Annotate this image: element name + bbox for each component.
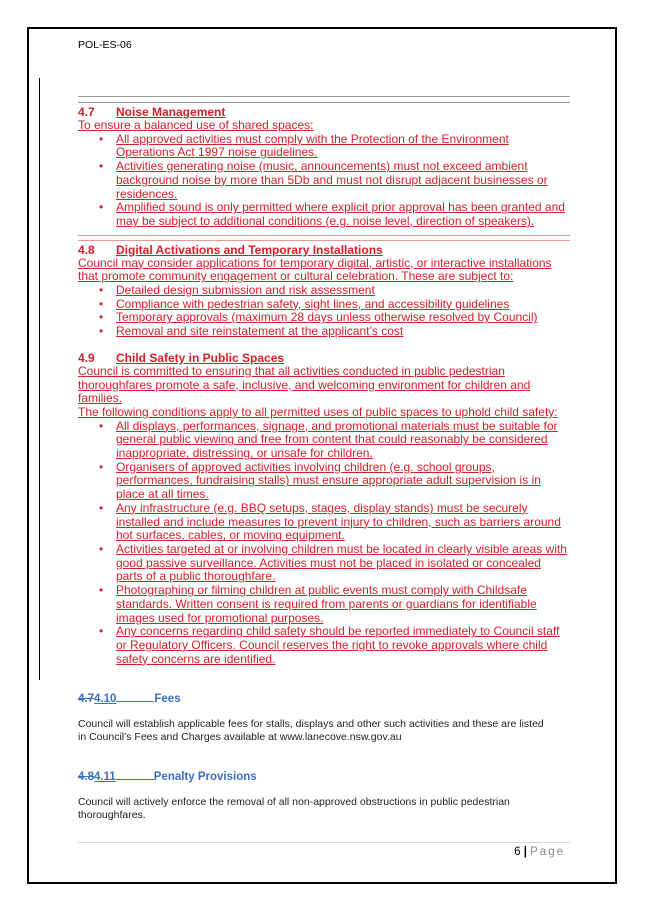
list-item: • Photographing or filming children at public events must comply with Childsafe standards. Written consent is required from parents or guardians for identifiable images used for promotional purposes. [116, 584, 570, 625]
list-item: • Organisers of approved activities involving children (e.g. school groups, performances, fundraising stalls) must ensure appropriate adult supervision is in place at all times. [116, 461, 570, 502]
section-heading-4-8: 4.8 Digital Activations and Temporary Installations [78, 242, 383, 257]
section-divider [78, 96, 570, 103]
section-intro: Council may consider applications for temporary digital, artistic, or interactive installations that promote community engagement or cultural celebration. These are subject to: [78, 255, 552, 284]
section-heading-4-7: 4.7 Noise Management [78, 105, 226, 119]
list-item: • Detailed design submission and risk assessment [116, 284, 570, 298]
document-id: POL-ES-06 [78, 39, 132, 51]
section-heading-penalty: 4.84.11 Penalty Provisions [78, 771, 257, 784]
section-intro: To ensure a balanced use of shared spaces: [78, 118, 314, 132]
footer-divider [78, 842, 570, 843]
section-divider [78, 235, 570, 241]
list-item: • Any concerns regarding child safety should be reported immediately to Council staff or Regulatory Officers. Council reserves the right to revoke approvals where child safety concerns are identified. [116, 625, 570, 666]
section-intro: Council is committed to ensuring that all activities conducted in public pedestrian thoroughfares promote a safe, inclusive, and welcoming environment for children and families. [78, 363, 531, 406]
change-bar [39, 78, 40, 680]
section-heading-fees: 4.74.10 Fees [78, 693, 181, 706]
bullet-list-digital [78, 284, 570, 339]
list-item: • All approved activities must comply with the Protection of the Environment Operations Act 1997 noise guidelines. [116, 133, 570, 160]
bullet-list-noise [78, 133, 570, 229]
list-item: • Any infrastructure (e.g. BBQ setups, stages, display stands) must be securely installed and include measures to prevent injury to children, such as barriers around hot surfaces, cables, or moving equipment. [116, 502, 570, 543]
bullet-list-child-safety [78, 420, 570, 667]
section-intro-2: The following conditions apply to all permitted uses of public spaces to uphold child safety: [78, 404, 558, 419]
page-content [78, 96, 570, 821]
list-item: • Activities generating noise (music, announcements) must not exceed ambient background noise by more than 5Db and must not disrupt adjacent businesses or residences. [116, 160, 570, 201]
page-number: 6 | Page [514, 846, 565, 858]
fees-body: Council will establish applicable fees for stalls, displays and other such activities and these are listed in Council’s Fees and Charges available at www.lanecove.nsw.gov.au [78, 718, 544, 743]
section-heading-4-9: 4.9 Child Safety in Public Spaces [78, 350, 285, 365]
list-item: • Compliance with pedestrian safety, sight lines, and accessibility guidelines [116, 298, 570, 312]
list-item: • Removal and site reinstatement at the applicant’s cost [116, 325, 570, 339]
list-item: • Amplified sound is only permitted where explicit prior approval has been granted and may be subject to additional conditions (e.g. noise level, direction of speakers). [116, 201, 570, 228]
list-item: • All displays, performances, signage, and promotional materials must be suitable for general public viewing and free from content that could reasonably be considered inappropriate, distressing, or unsafe for children. [116, 420, 570, 461]
list-item: • Temporary approvals (maximum 28 days unless otherwise resolved by Council) [116, 311, 570, 325]
list-item: • Activities targeted at or involving children must be located in clearly visible areas with good passive surveillance. Activities must not be placed in isolated or concealed parts of a public thoroughfare. [116, 543, 570, 584]
penalty-body: Council will actively enforce the removal of all non-approved obstructions in public pedestrian thoroughfares. [78, 796, 510, 821]
